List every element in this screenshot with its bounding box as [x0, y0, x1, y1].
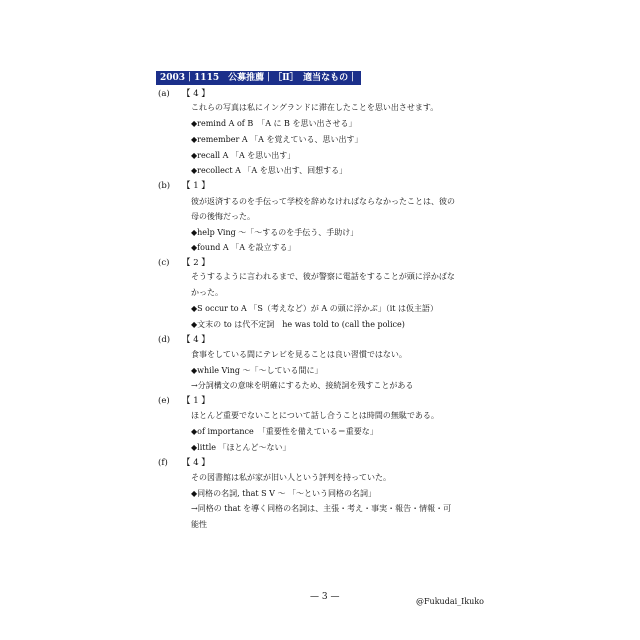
explanation-line: 食事をしている間にテレビを見ることは良い習慣ではない。 — [191, 350, 407, 359]
author-credit: @Fukudai_Ikuko — [416, 597, 484, 606]
question-f — [158, 457, 210, 469]
answer-bracket: 【 1 】 — [182, 181, 210, 191]
question-label: (f) — [158, 458, 168, 468]
explanation-line: →分詞構文の意味を明確にするため、接続詞を残すことがある — [191, 381, 414, 390]
explanation-line: 母の後悔だった。 — [191, 212, 255, 221]
question-d — [158, 334, 210, 346]
explanation-line: ◆of importance 「重要性を備えている＝重要な」 — [191, 427, 378, 436]
section-header: 2003｜1115 公募推薦｜［Ⅱ］ 適当なもの｜ — [156, 71, 361, 85]
answer-bracket: 【 4 】 — [182, 458, 210, 468]
explanation-line: ◆while Ving ～「～している間に」 — [191, 366, 323, 375]
question-e — [158, 395, 210, 407]
explanation-line: ◆S occur to A 「S（考えなど）が A の頭に浮かぶ」（it は仮主語） — [191, 304, 439, 313]
question-b — [158, 180, 210, 192]
explanation-line: そうするように言われるまで、彼が警察に電話をすることが頭に浮かばな — [191, 272, 455, 281]
explanation-line: その図書館は私が家が旧い人という評判を持っていた。 — [191, 473, 391, 482]
page-number: — 3 — — [310, 592, 340, 602]
question-a — [158, 88, 210, 100]
explanation-line: ほとんど重要でないことについて話し合うことは時間の無駄である。 — [191, 411, 439, 420]
explanation-line: ◆remember A 「A を覚えている、思い出す」 — [191, 135, 363, 144]
question-label: (a) — [158, 89, 170, 99]
question-c — [158, 257, 210, 269]
explanation-line: ◆recollect A 「A を思い出す、回想する」 — [191, 166, 348, 175]
question-label: (e) — [158, 396, 170, 406]
explanation-line: ◆同格の名詞, that S V ～ 「～という同格の名詞」 — [191, 489, 377, 498]
explanation-line: ◆found A 「A を設立する」 — [191, 243, 296, 252]
answer-bracket: 【 1 】 — [182, 396, 210, 406]
explanation-line: ◆remind A of B 「A に B を思い出させる」 — [191, 119, 357, 128]
explanation-line: 彼が返済するのを手伝って学校を辞めなければならなかったことは、彼の — [191, 197, 455, 206]
question-label: (d) — [158, 335, 171, 345]
explanation-line: かった。 — [191, 288, 223, 297]
explanation-line: ◆文末の to は代不定詞 he was told to (call the police) — [191, 320, 405, 329]
explanation-line: これらの写真は私にイングランドに滞在したことを思い出させます。 — [191, 103, 439, 112]
answer-bracket: 【 2 】 — [182, 258, 210, 268]
question-label: (b) — [158, 181, 171, 191]
answer-bracket: 【 4 】 — [182, 89, 210, 99]
explanation-line: 能性 — [191, 520, 207, 529]
explanation-line: ◆recall A 「A を思い出す」 — [191, 151, 296, 160]
explanation-line: →同格の that を導く同格の名詞は、主張・考え・事実・報告・情報・可 — [191, 504, 452, 513]
question-label: (c) — [158, 258, 170, 268]
explanation-line: ◆help Ving ～「～するのを手伝う、手助け」 — [191, 228, 359, 237]
answer-bracket: 【 4 】 — [182, 335, 210, 345]
explanation-line: ◆little 「ほとんど～ない」 — [191, 443, 291, 452]
